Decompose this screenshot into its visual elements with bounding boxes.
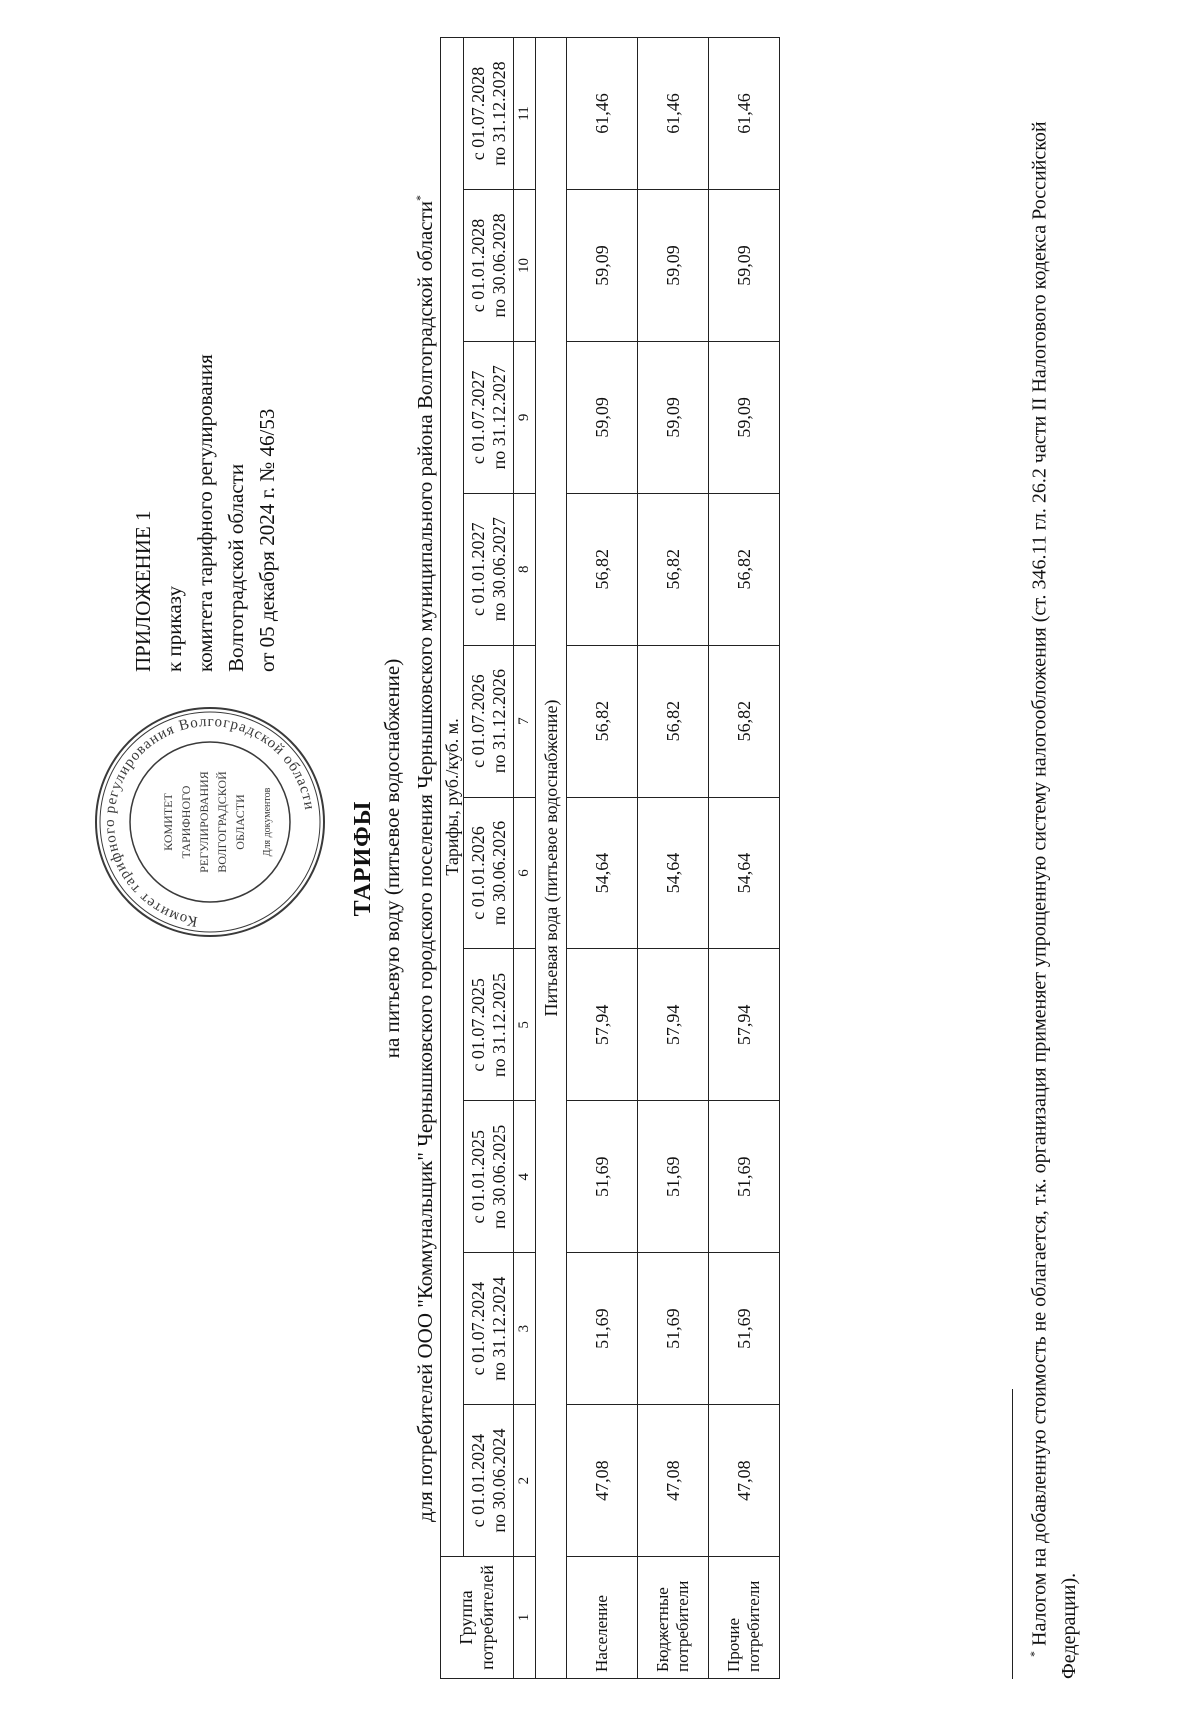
period-start: с 01.07.2027 <box>467 370 488 465</box>
tariff-value: 61,46 <box>709 38 780 190</box>
period-start: с 01.01.2026 <box>467 826 488 920</box>
document-subtitle: на питьевую воду (питьевое водоснабжение) <box>380 658 404 1059</box>
document-title: ТАРИФЫ <box>350 800 376 917</box>
tariff-value: 56,82 <box>709 493 780 645</box>
period-cell <box>464 189 514 341</box>
period-cell <box>464 949 514 1101</box>
tariff-value: 61,46 <box>567 38 638 190</box>
column-number: 10 <box>514 189 536 341</box>
period-start: с 01.07.2026 <box>467 674 488 768</box>
seal-center-line: ТАРИФНОГО <box>179 785 193 859</box>
table-row <box>709 38 780 1679</box>
tariff-value: 56,82 <box>638 645 709 797</box>
period-start: с 01.01.2028 <box>467 218 488 313</box>
tariff-value: 47,08 <box>567 1405 638 1557</box>
tariff-value: 51,69 <box>567 1253 638 1405</box>
tariff-value: 56,82 <box>709 645 780 797</box>
tariff-value: 57,94 <box>567 949 638 1101</box>
period-end: по 31.12.2028 <box>488 61 509 166</box>
tariff-value: 59,09 <box>709 341 780 493</box>
tariff-value: 51,69 <box>638 1101 709 1253</box>
seal-bottom-text: Для документов <box>262 787 273 857</box>
official-seal-stamp <box>90 702 330 942</box>
tariff-table <box>440 37 780 1679</box>
table-row <box>638 38 709 1679</box>
period-end: по 30.06.2027 <box>488 517 509 622</box>
column-numbers-row <box>514 38 536 1679</box>
column-number: 3 <box>514 1253 536 1405</box>
tariff-value: 56,82 <box>567 493 638 645</box>
tariff-value: 56,82 <box>638 493 709 645</box>
table-header-row <box>441 38 464 1679</box>
tariffs-header: Тарифы, руб./куб. м. <box>441 38 464 1557</box>
appendix-line: ПРИЛОЖЕНИЕ 1 <box>131 510 155 672</box>
seal-center-line: КОМИТЕТ <box>161 793 175 851</box>
tariff-value: 59,09 <box>567 341 638 493</box>
tariff-value: 54,64 <box>567 797 638 949</box>
tariff-value: 51,69 <box>709 1253 780 1405</box>
seal-ring-text-path: Комитет тарифного регулирования Волгоградской области <box>101 713 318 930</box>
period-end: по 30.06.2026 <box>488 820 509 926</box>
tariff-value: 57,94 <box>709 949 780 1101</box>
tariff-value: 59,09 <box>638 341 709 493</box>
section-label: Питьевая вода (питьевое водоснабжение) <box>536 38 567 1679</box>
consumer-group: Бюджетные потребители <box>638 1557 709 1679</box>
seal-center-line: РЕГУЛИРОВАНИЯ <box>197 771 211 873</box>
seal-center-line: ОБЛАСТИ <box>233 794 247 850</box>
period-start: с 01.07.2025 <box>467 978 488 1072</box>
column-number: 7 <box>514 645 536 797</box>
period-cell <box>464 493 514 645</box>
section-row <box>536 38 567 1679</box>
tariff-value: 57,94 <box>638 949 709 1101</box>
tariff-value: 47,08 <box>709 1405 780 1557</box>
period-cell <box>464 341 514 493</box>
period-cell <box>464 1101 514 1253</box>
tariff-value: 47,08 <box>638 1405 709 1557</box>
period-start: с 01.01.2027 <box>467 522 488 616</box>
appendix-line: к приказу <box>162 586 186 672</box>
period-end: по 30.06.2028 <box>488 213 509 318</box>
tariff-value: 51,69 <box>709 1101 780 1253</box>
document-subtitle-consumers <box>406 0 439 1717</box>
document-heading <box>348 0 439 1717</box>
column-number: 5 <box>514 949 536 1101</box>
tariff-value: 51,69 <box>638 1253 709 1405</box>
tariff-value: 54,64 <box>709 797 780 949</box>
footnote-text: Налогом на добавленную стоимость не облагается, т.к. организация применяет упрощенную систему налогообложения (ст. 346.11 гл. 26.2 части II Налогового кодекса Российской Федерации). <box>1028 121 1080 1679</box>
tariff-value: 59,09 <box>638 189 709 341</box>
tariff-value: 54,64 <box>638 797 709 949</box>
period-start: с 01.07.2028 <box>467 66 488 161</box>
column-number: 8 <box>514 493 536 645</box>
period-cell <box>464 1405 514 1557</box>
footnote-mark: * <box>413 195 427 202</box>
appendix-block <box>128 32 283 672</box>
period-cell <box>464 1253 514 1405</box>
tariff-value: 51,69 <box>567 1101 638 1253</box>
period-end: по 31.12.2026 <box>488 669 509 774</box>
column-number: 2 <box>514 1405 536 1557</box>
subtitle-text: для потребителей ООО "Коммунальщик" Чернышковского городского поселения Чернышковского муниципального района Волгоградской области <box>413 201 437 1522</box>
column-number: 1 <box>514 1557 536 1679</box>
period-end: по 30.06.2024 <box>488 1428 509 1533</box>
column-number: 4 <box>514 1101 536 1253</box>
appendix-line: от 05 декабря 2024 г. № 46/53 <box>255 408 279 672</box>
period-cell <box>464 797 514 949</box>
column-number: 6 <box>514 797 536 949</box>
group-header: Группа потребителей <box>441 1557 514 1679</box>
periods-row <box>464 38 514 1679</box>
footnote <box>1020 39 1084 1679</box>
footnote-mark: * <box>1027 1651 1041 1657</box>
column-number: 11 <box>514 38 536 190</box>
period-start: с 01.07.2024 <box>467 1281 488 1376</box>
period-start: с 01.01.2025 <box>467 1130 488 1224</box>
tariff-value: 56,82 <box>567 645 638 797</box>
consumer-group: Прочие потребители <box>709 1557 780 1679</box>
tariff-value: 59,09 <box>567 189 638 341</box>
footnote-divider <box>1012 1389 1013 1679</box>
column-number: 9 <box>514 341 536 493</box>
period-cell <box>464 645 514 797</box>
period-end: по 31.12.2027 <box>488 365 509 470</box>
period-end: по 31.12.2025 <box>488 972 509 1077</box>
tariff-value: 59,09 <box>709 189 780 341</box>
table-row <box>567 38 638 1679</box>
appendix-line: комитета тарифного регулирования <box>193 354 217 672</box>
period-end: по 30.06.2025 <box>488 1124 509 1229</box>
period-start: с 01.01.2024 <box>467 1433 488 1528</box>
period-cell <box>464 38 514 190</box>
appendix-line: Волгоградской области <box>224 463 248 672</box>
seal-center-line: ВОЛГОГРАДСКОЙ <box>215 771 229 873</box>
period-end: по 31.12.2024 <box>488 1276 509 1381</box>
consumer-group: Население <box>567 1557 638 1679</box>
tariff-value: 61,46 <box>638 38 709 190</box>
